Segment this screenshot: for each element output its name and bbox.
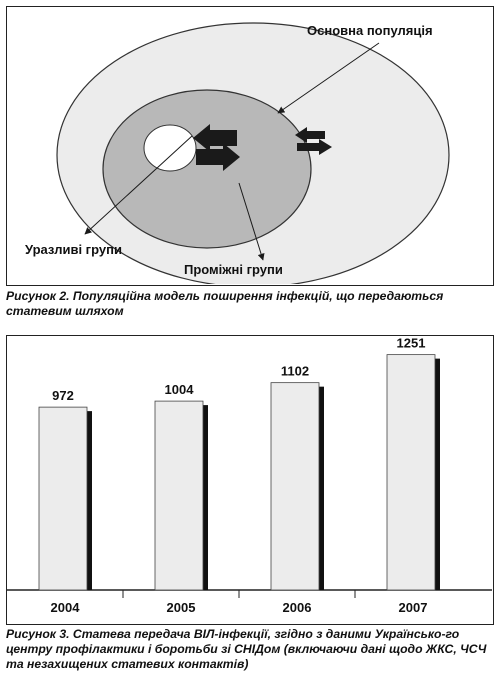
- vulnerable-groups-label: Уразливі групи: [25, 242, 122, 257]
- population-model-diagram: [7, 7, 492, 284]
- figure-3-caption: Рисунок 3. Статева передача ВІЛ-інфекції, згідно з даними Українсько-го центру профілактики і боротьби зі СНІДом (включаючи дані щодо ЖКС, ЧСЧ та незахищених статевих контактів): [6, 627, 487, 671]
- bar-2005: [155, 401, 203, 590]
- vulnerable-groups-ellipse: [144, 125, 196, 171]
- bar-2007: [387, 355, 435, 590]
- x-tick-label: 2007: [398, 600, 428, 615]
- x-tick-label: 2004: [50, 600, 80, 615]
- figure-hiv-bar-chart: [6, 335, 494, 625]
- bar-2006: [271, 383, 319, 590]
- bar-value-label: 1004: [164, 382, 194, 398]
- x-tick-label: 2005: [166, 600, 196, 615]
- intermediate-groups-label: Проміжні групи: [184, 262, 283, 277]
- intermediate-groups-ellipse: [103, 90, 311, 248]
- x-tick-label: 2006: [282, 600, 312, 615]
- bar-2004: [39, 407, 87, 590]
- bar-value-label: 1251: [396, 336, 426, 351]
- outer-population-label: Основна популяція: [307, 23, 433, 38]
- hiv-transmission-bar-chart: [7, 336, 492, 623]
- bar-value-label: 1102: [280, 363, 310, 379]
- figure-2-caption: Рисунок 2. Популяційна модель поширення інфекцій, що передаються статевим шляхом: [6, 289, 444, 318]
- figure-population-model: [6, 6, 494, 286]
- bar-value-label: 972: [52, 388, 74, 404]
